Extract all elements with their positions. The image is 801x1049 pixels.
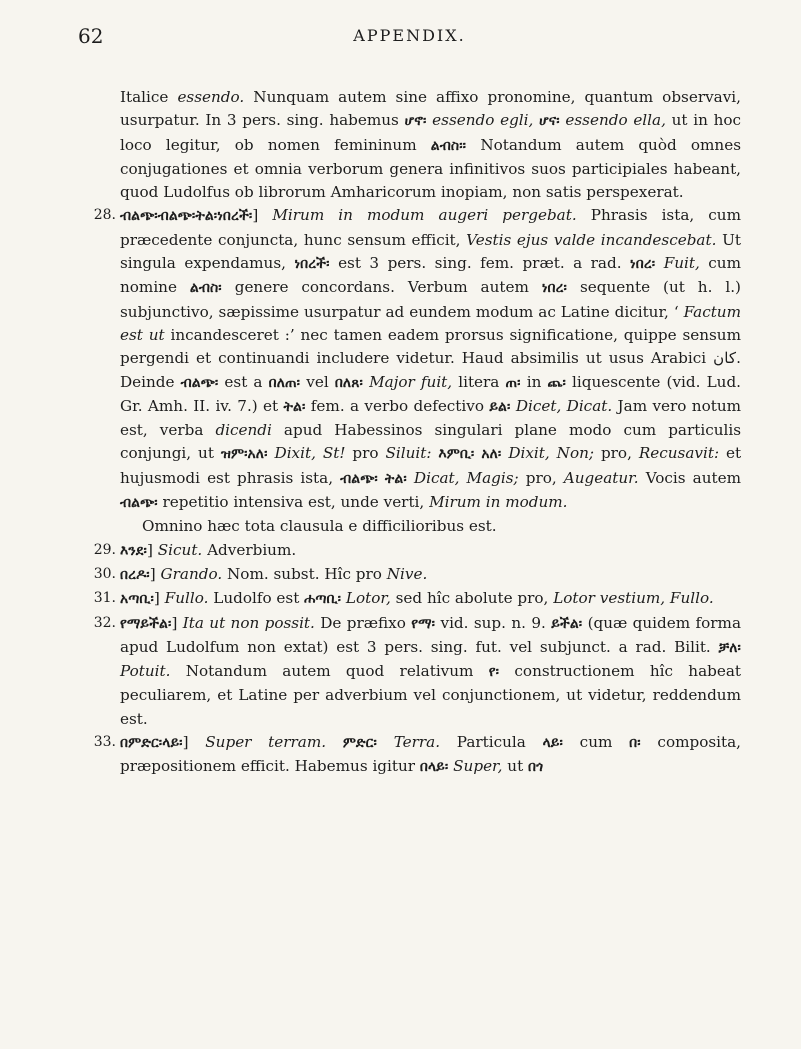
note-29 xyxy=(93,539,741,563)
text-run: genere concordans. Verbum autem xyxy=(221,278,542,297)
ethiopic-word: በ፡ xyxy=(629,735,641,752)
italic-gloss: Major fuit, xyxy=(369,372,453,391)
text-run: vid. sup. n. 9. xyxy=(435,613,552,632)
ethiopic-word: ቻለ፡ xyxy=(718,639,741,656)
text-run: ] xyxy=(171,613,183,632)
text-run: apud Habessinos singulari plane modo cum particulis conjungi, ut xyxy=(120,421,741,463)
ethiopic-word: አለ፡ xyxy=(481,446,502,463)
italic-gloss: Dicet, Dicat. xyxy=(515,396,613,415)
text-run: fem. a verbo defectivo xyxy=(305,396,490,415)
text-run: (quæ quidem forma apud Ludolfum non extat) est 3 pers. sing. fut. vel subjunct. a rad. Bilit. xyxy=(120,613,741,656)
note-28 xyxy=(93,204,742,515)
text-run: Italice xyxy=(120,88,178,106)
italic-gloss: Factum est ut xyxy=(120,302,741,344)
text-run: ] xyxy=(153,589,165,608)
text-run: Adverbium. xyxy=(202,540,297,559)
ethiopic-word: ዝም፡አለ፡ xyxy=(220,446,268,463)
ethiopic-word: ነበረ፡ xyxy=(630,256,656,273)
note-number: 32. xyxy=(93,614,116,631)
note-number: 30. xyxy=(93,565,116,582)
italic-gloss: Dicat, Magis; xyxy=(413,468,519,487)
text-run xyxy=(326,733,343,751)
text-run: Omnino hæc tota clausula e difficilioribus est. xyxy=(142,517,497,536)
text-run: Phrasis ista, cum præcedente conjuncta, hunc sensum efficit, xyxy=(120,206,741,249)
text-run: Nom. subst. Hîc pro xyxy=(222,564,387,583)
italic-gloss: Ita ut non possit. xyxy=(182,613,315,632)
italic-gloss: Augeatur. xyxy=(563,468,639,487)
ethiopic-word: በምድር፡ላይ፡ xyxy=(120,735,183,752)
ethiopic-word: ጨ፡ xyxy=(547,374,566,391)
note-33 xyxy=(93,731,741,780)
text-run: pro, xyxy=(594,444,639,463)
italic-gloss: Sicut. xyxy=(157,540,203,559)
text-run: pro, xyxy=(518,468,564,487)
text-run: كان xyxy=(713,349,737,368)
ethiopic-word: ሆኖ፡ xyxy=(404,113,427,130)
paragraph xyxy=(120,515,741,538)
text-run xyxy=(268,444,275,462)
ethiopic-word: የ፡ xyxy=(488,664,500,681)
ethiopic-word: ሐጣቢ፡ xyxy=(304,591,342,608)
italic-gloss: dicendi xyxy=(215,421,272,440)
ethiopic-word: እንደ፡ xyxy=(120,542,147,559)
text-run: repetitio intensiva est, unde verti, xyxy=(157,493,430,512)
note-number: 28. xyxy=(93,207,116,224)
text-run: ] xyxy=(149,564,161,583)
text-run: pro xyxy=(345,444,386,463)
page-heading: APPENDIX. xyxy=(353,26,466,45)
note-number: 29. xyxy=(93,541,116,558)
text-run: Jam vero notum est, verba xyxy=(120,396,742,440)
text-run: ] xyxy=(147,540,158,559)
ethiopic-word: በረዶ፡ xyxy=(120,566,150,583)
text-run: Ludolfo est xyxy=(208,589,305,608)
ethiopic-word: በለጠ፡ xyxy=(268,374,301,391)
text-run xyxy=(378,469,385,487)
text-run: vel xyxy=(300,372,335,391)
note-30 xyxy=(93,563,741,587)
text-run: Notandum autem quòd omnes conjugationes et omnia verborum genera infinitivos suos participiales habeant, quod Ludolfus ob librorum Amharicorum inopiam, non satis perspexerat. xyxy=(120,135,741,202)
italic-gloss: essendo ella, xyxy=(565,111,666,130)
text-run xyxy=(655,254,664,272)
note-31 xyxy=(93,587,741,611)
text-run: est a xyxy=(218,372,269,391)
paragraph xyxy=(120,86,741,204)
text-run: est 3 pers. sing. fem. præt. a rad. xyxy=(329,254,631,273)
body-text xyxy=(93,86,742,780)
ethiopic-word: የማ፡ xyxy=(411,615,436,632)
italic-gloss: Super terram. xyxy=(205,733,327,752)
page-number: 62 xyxy=(78,24,104,48)
text-run: Vocis autem xyxy=(638,468,741,487)
text-run xyxy=(407,469,414,487)
ethiopic-word: ትል፡ xyxy=(384,470,407,487)
italic-gloss: Lotor vestium, Fullo. xyxy=(553,589,714,608)
italic-gloss: Fuit, xyxy=(663,254,700,273)
text-run: ] xyxy=(182,733,206,752)
text-run: cum xyxy=(562,733,630,752)
text-run: constructionem hîc habeat peculiarem, et Latine per adverbium vel conjunctionem, ut videtur, reddendum est. xyxy=(120,662,741,728)
ethiopic-word: ብልጭ፡ብልጭ፡ትል፡ነበረች፡ xyxy=(120,208,253,225)
ethiopic-word: ሆና፡ xyxy=(539,113,560,130)
ethiopic-word: በለጸ፡ xyxy=(334,374,363,391)
ethiopic-word: ምድር፡ xyxy=(342,735,377,752)
ethiopic-word: ትል፡ xyxy=(283,398,306,415)
italic-gloss: Siluit: xyxy=(385,444,432,463)
note-number: 33. xyxy=(93,734,116,751)
text-run: composita, præpositionem efficit. Habemus igitur xyxy=(120,733,741,776)
text-run: Nunquam autem sine affixo pronomine, quantum observavi, usurpatur. In 3 pers. sing. habemus xyxy=(120,88,741,130)
italic-gloss: Dixit, Non; xyxy=(508,444,594,463)
text-run: in xyxy=(520,372,548,391)
italic-gloss: Nive. xyxy=(386,564,428,583)
ethiopic-word: እምቢ፡ xyxy=(438,446,475,463)
text-run: sed hîc abolute pro, xyxy=(390,589,554,608)
italic-gloss: Dixit, St! xyxy=(274,444,346,463)
ethiopic-word: ልብስ፡፡ xyxy=(430,137,467,154)
text-run xyxy=(377,733,394,751)
running-head xyxy=(78,24,741,50)
text-run: . Deinde xyxy=(120,349,741,391)
ethiopic-word: ብልጭ፡ xyxy=(180,374,219,391)
italic-gloss: Recusavit: xyxy=(638,444,720,463)
note-32 xyxy=(93,612,741,731)
italic-gloss: essendo egli, xyxy=(432,111,534,130)
ethiopic-word: ጠ፡ xyxy=(505,374,521,391)
ethiopic-word: አጣቢ፡ xyxy=(120,591,154,608)
text-run: Notandum autem quod relativum xyxy=(170,662,489,681)
italic-gloss: Potuit. xyxy=(120,662,171,681)
text-run: et hujusmodi est phrasis ista, xyxy=(120,444,742,487)
note-number: 31. xyxy=(93,590,116,607)
italic-gloss: Fullo. xyxy=(164,589,209,608)
ethiopic-word: ነበረ፡ xyxy=(541,280,567,297)
ethiopic-word: ይችል፡ xyxy=(551,615,583,632)
text-run: ut xyxy=(502,757,529,776)
italic-gloss: Terra. xyxy=(393,733,441,752)
italic-gloss: essendo. xyxy=(177,88,245,106)
text-run: ] xyxy=(252,206,273,225)
text-run: liquescente (vid. Lud. Gr. Amh. II. iv. 7.) et xyxy=(120,372,741,415)
ethiopic-word: ልብስ፡ xyxy=(189,280,222,297)
italic-gloss: Vestis ejus valde incandescebat. xyxy=(466,230,717,249)
italic-gloss: Mirum in modum. xyxy=(429,493,568,512)
ethiopic-word: ይል፡ xyxy=(489,398,511,415)
italic-gloss: Lotor, xyxy=(345,589,391,608)
text-run: De præfixo xyxy=(314,613,412,632)
text-run: ut in hoc loco legitur, ob nomen femininum xyxy=(120,111,742,154)
text-run: cum nomine xyxy=(120,254,741,297)
ethiopic-word: የማይችል፡ xyxy=(120,615,172,632)
ethiopic-word: ብልጭ፡ xyxy=(120,495,158,512)
text-run: sequente (ut h. l.) subjunctivo, sæpissime usurpatur ad eundem modum ac Latine dicitur, ‘ xyxy=(120,278,741,321)
italic-gloss: Grando. xyxy=(160,564,223,583)
text-run: litera xyxy=(452,372,506,391)
ethiopic-word: በላይ፡ xyxy=(419,759,449,776)
ethiopic-word: በጎ xyxy=(528,759,544,776)
italic-gloss: Mirum in modum augeri pergebat. xyxy=(272,206,577,225)
ethiopic-word: ነበረች፡ xyxy=(294,256,330,273)
italic-gloss: Super, xyxy=(453,757,503,776)
ethiopic-word: ብልጭ፡ xyxy=(340,470,378,487)
text-run: incandesceret :’ nec tamen eadem prorsus significatione, quippe sensum pergendi et continuandi includere videtur. Haud absimilis ut usus Arabici xyxy=(120,325,741,368)
text-run: Particula xyxy=(440,733,543,752)
text-run: Ut singula expendamus, xyxy=(120,230,741,273)
ethiopic-word: ላይ፡ xyxy=(542,735,563,752)
